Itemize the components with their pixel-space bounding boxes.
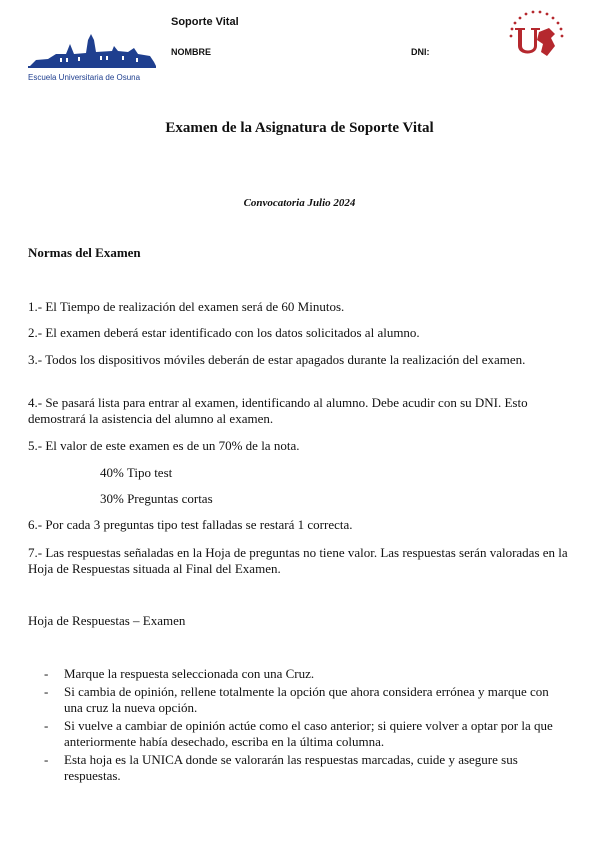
dni-label: DNI: bbox=[411, 47, 430, 57]
rule-3: 3.- Todos los dispositivos móviles deberán de estar apagados durante la realización del examen. bbox=[28, 352, 526, 367]
rules-heading: Normas del Examen bbox=[28, 245, 141, 260]
rule-5: 5.- El valor de este examen es de un 70% de la nota. bbox=[28, 438, 300, 453]
osuna-logo-text: Escuela Universitaria de Osuna bbox=[28, 73, 141, 82]
exam-title: Examen de la Asignatura de Soporte Vital bbox=[165, 120, 434, 136]
rule-4: 4.- Se pasará lista para entrar al examen, identificando al alumno. Debe acudir con su DNI. Esto demostrará la asistencia del alumno al examen. bbox=[28, 395, 528, 426]
bullet-dash: - bbox=[44, 684, 49, 699]
breakdown-short: 30% Preguntas cortas bbox=[100, 491, 213, 506]
rule-7: 7.- Las respuestas señaladas en la Hoja de preguntas no tiene valor. Las respuestas serán valoradas en la Hoja de Respuestas situada al Final del Examen. bbox=[28, 545, 568, 576]
list-item bbox=[28, 666, 568, 682]
list-item bbox=[28, 752, 568, 784]
bullet-dash: - bbox=[44, 666, 49, 681]
nombre-label: NOMBRE bbox=[171, 47, 211, 57]
instruction-text: Marque la respuesta seleccionada con una Cruz. bbox=[64, 666, 315, 681]
instruction-text: Si vuelve a cambiar de opinión actúe como el caso anterior; si quiere volver a optar por la que anteriormente había desechado, escriba en la última columna. bbox=[64, 718, 553, 749]
universidad-sevilla-seal-icon bbox=[505, 10, 567, 62]
instruction-text: Esta hoja es la UNICA donde se valorarán las respuestas marcadas, cuide y asegure sus respuestas. bbox=[64, 752, 518, 783]
exam-session: Convocatoria Julio 2024 bbox=[243, 197, 356, 209]
rule-2: 2.- El examen deberá estar identificado con los datos solicitados al alumno. bbox=[28, 325, 420, 340]
course-name: Soporte Vital bbox=[171, 16, 239, 28]
instruction-text: Si cambia de opinión, rellene totalmente la opción que ahora considera errónea y marque con una cruz la nueva opción. bbox=[64, 684, 549, 715]
answers-title: Hoja de Respuestas – Examen bbox=[28, 613, 186, 628]
rule-6: 6.- Por cada 3 preguntas tipo test falladas se restará 1 correcta. bbox=[28, 517, 353, 532]
instructions-list bbox=[28, 666, 568, 786]
rule-1: 1.- El Tiempo de realización del examen será de 60 Minutos. bbox=[28, 299, 345, 314]
bullet-dash: - bbox=[44, 718, 49, 733]
bullet-dash: - bbox=[44, 752, 49, 767]
breakdown-test: 40% Tipo test bbox=[100, 465, 173, 480]
list-item bbox=[28, 718, 568, 750]
list-item bbox=[28, 684, 568, 716]
